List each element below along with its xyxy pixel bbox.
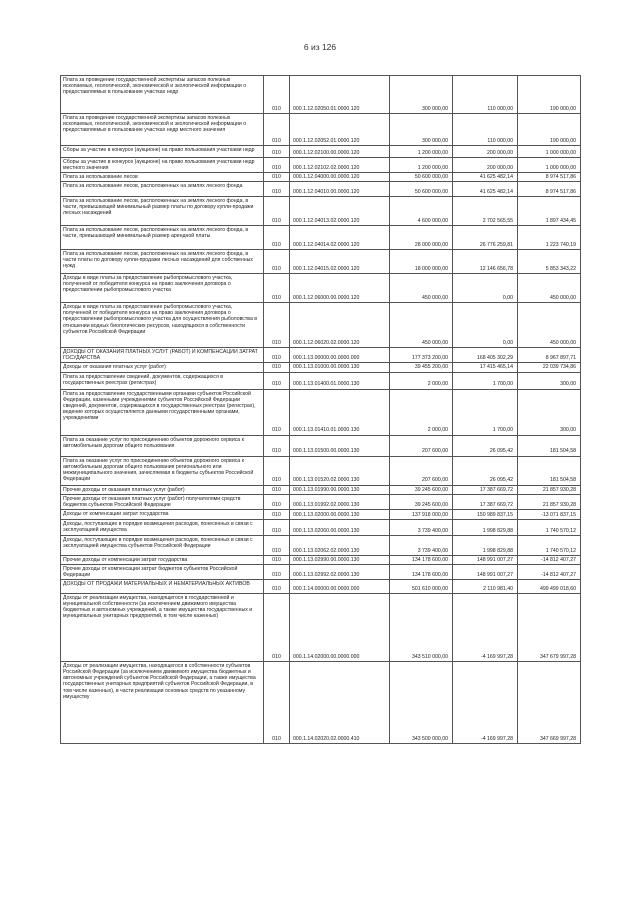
- row-remaining-amount: 1 223 740,19: [518, 226, 581, 250]
- row-remaining-amount: 181 504,58: [518, 435, 581, 456]
- row-remaining-amount: -13 071 837,15: [518, 509, 581, 519]
- row-line-code: 010: [264, 146, 290, 158]
- row-line-code: 010: [264, 226, 290, 250]
- row-remaining-amount: 8 974 517,86: [518, 182, 581, 197]
- row-name: Плата за оказание услуг по присоединению объектов дорожного сервиса к автомобильным дорогам общего пользования: [61, 435, 264, 456]
- row-remaining-amount: 300,00: [518, 372, 581, 389]
- row-classification-code: 000.1.12.02102.02.0000.120: [290, 158, 390, 173]
- row-classification-code: 000.1.12.02052.01.0000.120: [290, 114, 390, 146]
- row-line-code: 010: [264, 274, 290, 303]
- row-remaining-amount: 450 000,00: [518, 303, 581, 348]
- row-name: Плата за предоставление государственными органами субъектов Российской Федерации, казенными учреждениями субъектов Российской Федерации сведений, документов, содержащихся в государственных реестрах (регистрах), ведение которых осуществляется данными государственными органами, учреждениями: [61, 389, 264, 435]
- row-name: Плата за оказание услуг по присоединению объектов дорожного сервиса к автомобильным дорогам общего пользования регионального или межмуниципального значения, зачисляемая в бюджеты субъектов Российской Федерации: [61, 456, 264, 485]
- row-executed-amount: 12 146 656,78: [453, 250, 518, 274]
- row-line-code: 010: [264, 182, 290, 197]
- table-row: [61, 372, 581, 389]
- row-name: Плата за использование лесов, расположенных на землях лесного фонда, в части, превышающей минимальный размер арендной платы: [61, 226, 264, 250]
- row-line-code: 010: [264, 435, 290, 456]
- row-executed-amount: 200 000,00: [453, 158, 518, 173]
- row-executed-amount: 41 625 482,14: [453, 173, 518, 182]
- table-row: [61, 494, 581, 509]
- row-remaining-amount: 5 853 343,22: [518, 250, 581, 274]
- row-name: Плата за использование лесов, расположенных на землях лесного фонда, в части, превышающей минимальный размер платы по договору купли-продажи лесных насаждений: [61, 197, 264, 226]
- row-line-code: 010: [264, 509, 290, 519]
- row-classification-code: 000.1.13.02062.02.0000.130: [290, 535, 390, 555]
- row-classification-code: 000.1.12.02050.01.0000.120: [290, 76, 390, 114]
- table-row: [61, 303, 581, 348]
- row-line-code: 010: [264, 494, 290, 509]
- row-executed-amount: 17 387 669,72: [453, 485, 518, 494]
- table-row: [61, 594, 581, 662]
- row-classification-code: 000.1.13.02000.00.0000.130: [290, 509, 390, 519]
- table-row: [61, 76, 581, 114]
- row-remaining-amount: -14 812 407,27: [518, 555, 581, 564]
- row-classification-code: 000.1.12.06020.02.0000.120: [290, 303, 390, 348]
- row-approved-amount: 207 600,00: [390, 456, 453, 485]
- table-row: [61, 158, 581, 173]
- row-classification-code: 000.1.12.04010.00.0000.120: [290, 182, 390, 197]
- row-executed-amount: 148 991 007,27: [453, 555, 518, 564]
- row-approved-amount: 343 510 000,00: [390, 594, 453, 662]
- row-classification-code: 000.1.13.00000.00.0000.000: [290, 348, 390, 363]
- row-executed-amount: 148 991 007,27: [453, 564, 518, 579]
- row-remaining-amount: 300,00: [518, 389, 581, 435]
- row-executed-amount: 168 405 302,29: [453, 348, 518, 363]
- row-executed-amount: 26 095,42: [453, 456, 518, 485]
- table-row: [61, 389, 581, 435]
- row-approved-amount: 134 178 600,00: [390, 555, 453, 564]
- row-classification-code: 000.1.14.00000.00.0000.000: [290, 580, 390, 594]
- row-name: Плата за использование лесов, расположенных на землях лесного фонда, в части платы по договору купли-продажи лесных насаждений для собственных нужд: [61, 250, 264, 274]
- row-classification-code: 000.1.14.02020.02.0000.410: [290, 662, 390, 744]
- row-name: Доходы, поступающие в порядке возмещения расходов, понесенных в связи с эксплуатацией имущества: [61, 519, 264, 535]
- row-executed-amount: 1 998 829,88: [453, 535, 518, 555]
- row-executed-amount: 17 415 465,14: [453, 363, 518, 372]
- row-name: Доходы от реализации имущества, находящегося в собственности субъектов Российской Федерации (за исключением движимого имущества бюджетных и автономных учреждений субъектов Российской Федерации, а также имущества государственных унитарных предприятий субъектов Российской Федерации, в том числе казенных), в части реализации основных средств по указанному имуществу: [61, 662, 264, 744]
- row-executed-amount: 26 776 259,81: [453, 226, 518, 250]
- row-name: Доходы в виде платы за предоставление рыбопромыслового участка, полученной от победителя конкурса на право заключения договора о предоставлении рыбопромыслового участка для осуществления рыболовства в отношении водных биологических ресурсов, находящихся в собственности субъектов Российской Федерации: [61, 303, 264, 348]
- row-approved-amount: 343 500 000,00: [390, 662, 453, 744]
- row-approved-amount: 207 600,00: [390, 435, 453, 456]
- row-line-code: 010: [264, 456, 290, 485]
- row-classification-code: 000.1.12.04000.00.0000.120: [290, 173, 390, 182]
- table-row: [61, 555, 581, 564]
- row-name: Доходы в виде платы за предоставление рыбопромыслового участка, полученной от победителя конкурса на право заключения договора о предоставлении рыбопромыслового участка: [61, 274, 264, 303]
- row-remaining-amount: 1 897 434,45: [518, 197, 581, 226]
- row-line-code: 010: [264, 580, 290, 594]
- row-name: Прочие доходы от компенсации затрат государства: [61, 555, 264, 564]
- table-row: [61, 519, 581, 535]
- row-remaining-amount: -14 812 407,27: [518, 564, 581, 579]
- table-row: [61, 146, 581, 158]
- row-remaining-amount: 1 740 570,12: [518, 535, 581, 555]
- row-executed-amount: 41 625 482,14: [453, 182, 518, 197]
- row-executed-amount: 150 989 837,15: [453, 509, 518, 519]
- row-remaining-amount: 347 669 997,28: [518, 662, 581, 744]
- table-row: [61, 114, 581, 146]
- row-approved-amount: 177 373 200,00: [390, 348, 453, 363]
- row-line-code: 010: [264, 555, 290, 564]
- row-line-code: 010: [264, 114, 290, 146]
- row-approved-amount: 501 610 000,00: [390, 580, 453, 594]
- row-remaining-amount: 21 857 930,28: [518, 494, 581, 509]
- row-line-code: 010: [264, 173, 290, 182]
- row-executed-amount: 0,00: [453, 274, 518, 303]
- row-approved-amount: 137 918 000,00: [390, 509, 453, 519]
- row-classification-code: 000.1.12.06000.00.0000.120: [290, 274, 390, 303]
- row-remaining-amount: 190 000,00: [518, 76, 581, 114]
- row-classification-code: 000.1.13.01990.00.0000.130: [290, 485, 390, 494]
- income-table: [60, 75, 581, 744]
- row-classification-code: 000.1.12.04013.02.0000.120: [290, 197, 390, 226]
- table-row: [61, 274, 581, 303]
- row-executed-amount: -4 169 997,28: [453, 594, 518, 662]
- row-approved-amount: 28 000 000,00: [390, 226, 453, 250]
- table-row: [61, 182, 581, 197]
- row-name: Плата за предоставление сведений, документов, содержащихся в государственных реестрах (регистрах): [61, 372, 264, 389]
- row-line-code: 010: [264, 389, 290, 435]
- row-approved-amount: 3 739 400,00: [390, 535, 453, 555]
- row-classification-code: 000.1.13.01992.02.0000.130: [290, 494, 390, 509]
- row-executed-amount: 2 702 565,55: [453, 197, 518, 226]
- row-line-code: 010: [264, 535, 290, 555]
- row-classification-code: 000.1.13.02990.00.0000.130: [290, 555, 390, 564]
- row-remaining-amount: 1 000 000,00: [518, 146, 581, 158]
- row-remaining-amount: 190 000,00: [518, 114, 581, 146]
- row-remaining-amount: 22 039 734,86: [518, 363, 581, 372]
- row-classification-code: 000.1.13.01410.01.0000.130: [290, 389, 390, 435]
- row-name: Доходы, поступающие в порядке возмещения расходов, понесенных в связи с эксплуатацией имущества субъектов Российской Федерации: [61, 535, 264, 555]
- row-approved-amount: 50 600 000,00: [390, 182, 453, 197]
- row-line-code: 010: [264, 250, 290, 274]
- row-name: Доходы от оказания платных услуг (работ): [61, 363, 264, 372]
- row-remaining-amount: 1 000 000,00: [518, 158, 581, 173]
- row-executed-amount: 17 387 669,72: [453, 494, 518, 509]
- row-name: ДОХОДЫ ОТ ОКАЗАНИЯ ПЛАТНЫХ УСЛУГ (РАБОТ) И КОМПЕНСАЦИИ ЗАТРАТ ГОСУДАРСТВА: [61, 348, 264, 363]
- row-approved-amount: 2 000,00: [390, 389, 453, 435]
- row-executed-amount: 2 110 981,40: [453, 580, 518, 594]
- row-classification-code: 000.1.13.01400.01.0000.130: [290, 372, 390, 389]
- row-name: Плата за использование лесов, расположенных на землях лесного фонда: [61, 182, 264, 197]
- row-executed-amount: 1 998 829,88: [453, 519, 518, 535]
- table-row: [61, 197, 581, 226]
- row-remaining-amount: 181 504,58: [518, 456, 581, 485]
- row-executed-amount: -4 169 997,28: [453, 662, 518, 744]
- row-classification-code: 000.1.13.02060.00.0000.130: [290, 519, 390, 535]
- table-row: [61, 662, 581, 744]
- table-row: [61, 250, 581, 274]
- row-line-code: 010: [264, 303, 290, 348]
- row-name: Сборы за участие в конкурсе (аукционе) на право пользования участками недр местного значения: [61, 158, 264, 173]
- row-approved-amount: 3 739 400,00: [390, 519, 453, 535]
- table-row: [61, 456, 581, 485]
- row-executed-amount: 110 000,00: [453, 76, 518, 114]
- row-name: Прочие доходы от оказания платных услуг (работ) получателями средств бюджетов субъектов Российской Федерации: [61, 494, 264, 509]
- row-approved-amount: 39 245 600,00: [390, 494, 453, 509]
- row-remaining-amount: 450 000,00: [518, 274, 581, 303]
- row-name: Прочие доходы от компенсации затрат бюджетов субъектов Российской Федерации: [61, 564, 264, 579]
- row-approved-amount: 300 000,00: [390, 114, 453, 146]
- table-row: [61, 363, 581, 372]
- row-line-code: 010: [264, 76, 290, 114]
- row-approved-amount: 300 000,00: [390, 76, 453, 114]
- row-line-code: 010: [264, 158, 290, 173]
- row-name: Плата за проведение государственной экспертизы запасов полезных ископаемых, геологической, экономической и экологической информации о предоставляемых в пользование участках недр местного значения: [61, 114, 264, 146]
- row-remaining-amount: 347 679 997,28: [518, 594, 581, 662]
- page-number: 6 из 126: [303, 42, 337, 52]
- table-row: [61, 535, 581, 555]
- table-row: [61, 348, 581, 363]
- row-classification-code: 000.1.12.04015.02.0000.120: [290, 250, 390, 274]
- row-approved-amount: 134 178 600,00: [390, 564, 453, 579]
- table-row: [61, 485, 581, 494]
- table-row: [61, 580, 581, 594]
- row-name: Прочие доходы от оказания платных услуг (работ): [61, 485, 264, 494]
- row-classification-code: 000.1.13.01520.02.0000.130: [290, 456, 390, 485]
- row-executed-amount: 26 095,42: [453, 435, 518, 456]
- row-approved-amount: 1 200 000,00: [390, 146, 453, 158]
- row-line-code: 010: [264, 594, 290, 662]
- row-approved-amount: 4 600 000,00: [390, 197, 453, 226]
- row-approved-amount: 39 245 600,00: [390, 485, 453, 494]
- row-classification-code: 000.1.14.02000.00.0000.000: [290, 594, 390, 662]
- row-name: Плата за проведение государственной экспертизы запасов полезных ископаемых, геологической, экономической и экологической информации о предоставляемых в пользование участках недр: [61, 76, 264, 114]
- row-line-code: 010: [264, 372, 290, 389]
- row-name: ДОХОДЫ ОТ ПРОДАЖИ МАТЕРИАЛЬНЫХ И НЕМАТЕРИАЛЬНЫХ АКТИВОВ: [61, 580, 264, 594]
- row-classification-code: 000.1.13.01500.00.0000.130: [290, 435, 390, 456]
- row-remaining-amount: 8 967 897,71: [518, 348, 581, 363]
- table-row: [61, 509, 581, 519]
- table-row: [61, 564, 581, 579]
- row-approved-amount: 50 600 000,00: [390, 173, 453, 182]
- row-line-code: 010: [264, 485, 290, 494]
- row-classification-code: 000.1.12.02100.00.0000.120: [290, 146, 390, 158]
- row-executed-amount: 1 700,00: [453, 389, 518, 435]
- row-line-code: 010: [264, 363, 290, 372]
- row-approved-amount: 2 000,00: [390, 372, 453, 389]
- row-remaining-amount: 21 857 930,28: [518, 485, 581, 494]
- row-classification-code: 000.1.12.04014.02.0000.120: [290, 226, 390, 250]
- row-name: Доходы от компенсации затрат государства: [61, 509, 264, 519]
- row-remaining-amount: 1 740 570,12: [518, 519, 581, 535]
- table-row: [61, 226, 581, 250]
- table-row: [61, 173, 581, 182]
- row-approved-amount: 1 200 000,00: [390, 158, 453, 173]
- table-row: [61, 435, 581, 456]
- row-line-code: 010: [264, 564, 290, 579]
- row-line-code: 010: [264, 197, 290, 226]
- row-approved-amount: 18 000 000,00: [390, 250, 453, 274]
- row-approved-amount: 450 000,00: [390, 303, 453, 348]
- row-classification-code: 000.1.13.01000.00.0000.130: [290, 363, 390, 372]
- row-executed-amount: 200 000,00: [453, 146, 518, 158]
- row-name: Сборы за участие в конкурсе (аукционе) на право пользования участками недр: [61, 146, 264, 158]
- row-name: Плата за использование лесов: [61, 173, 264, 182]
- row-line-code: 010: [264, 662, 290, 744]
- row-classification-code: 000.1.13.02992.02.0000.130: [290, 564, 390, 579]
- row-executed-amount: 1 700,00: [453, 372, 518, 389]
- row-approved-amount: 450 000,00: [390, 274, 453, 303]
- row-line-code: 010: [264, 519, 290, 535]
- row-line-code: 010: [264, 348, 290, 363]
- row-remaining-amount: 8 974 517,86: [518, 173, 581, 182]
- row-approved-amount: 39 455 200,00: [390, 363, 453, 372]
- row-remaining-amount: 499 499 018,60: [518, 580, 581, 594]
- row-name: Доходы от реализации имущества, находящегося в государственной и муниципальной собственности (за исключением движимого имущества бюджетных и автономных учреждений, а также имущества государственных и муниципальных унитарных предприятий, в том числе казенных): [61, 594, 264, 662]
- row-executed-amount: 110 000,00: [453, 114, 518, 146]
- row-executed-amount: 0,00: [453, 303, 518, 348]
